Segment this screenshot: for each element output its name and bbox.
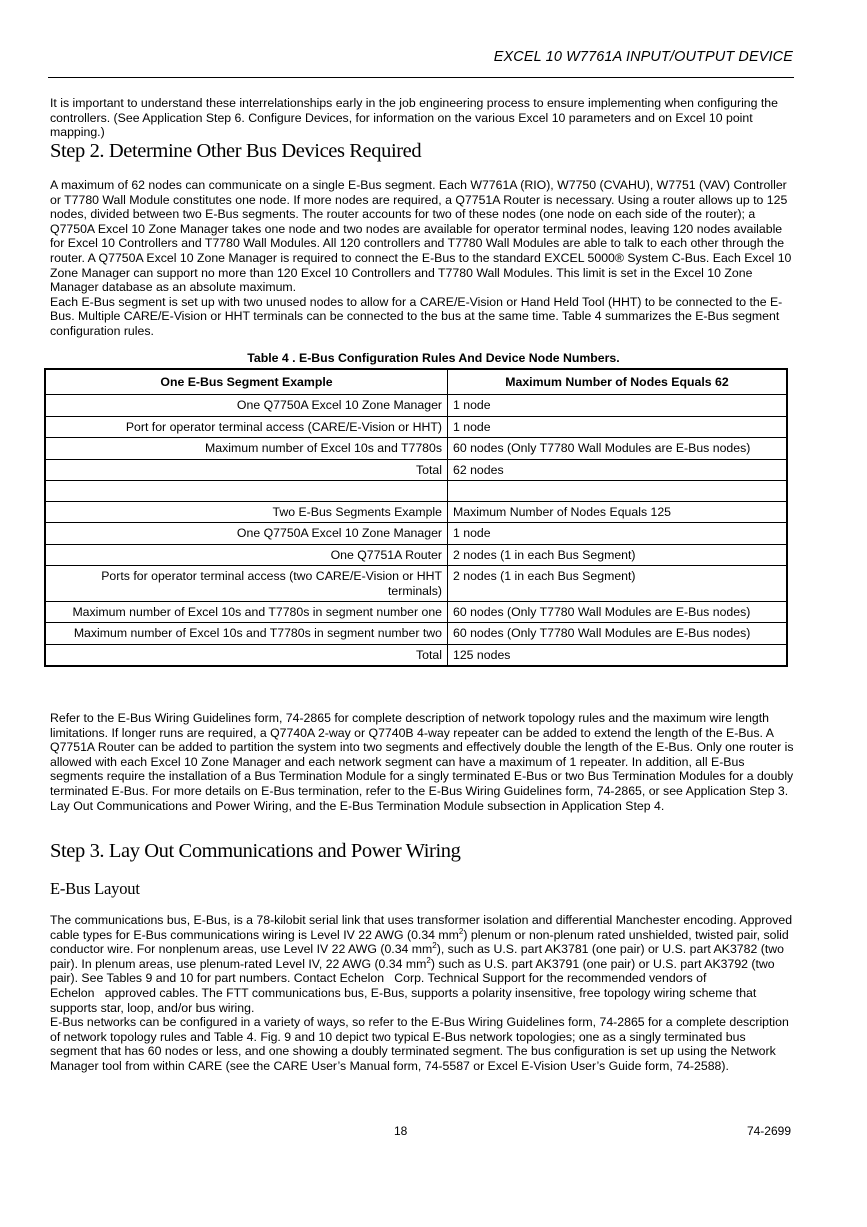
table-cell-value: 1 node	[448, 523, 788, 544]
text-run: ), such as U.S. part AK3781 (one pair) or U.S. part AK3782 (two pair). In plenum areas, use plenum-rated Level IV, 22 AWG (0.34 mm	[50, 942, 784, 971]
table-row	[45, 544, 787, 565]
table-header-cell: One E-Bus Segment Example	[45, 369, 448, 395]
table-cell-label: One Q7751A Router	[45, 544, 448, 565]
table-cell-label: One Q7750A Excel 10 Zone Manager	[45, 395, 448, 416]
text-run: ) plenum or non-plenum rated unshielded, twisted pair, solid conductor wire. For nonplenum areas, use Level IV 22 AWG (0.34 mm	[50, 927, 789, 957]
table-cell-label: Two E-Bus Segments Example	[45, 502, 448, 523]
intro-paragraph	[50, 96, 795, 140]
superscript: 2	[426, 955, 431, 965]
table-cell-value: 60 nodes (Only T7780 Wall Modules are E-Bus nodes)	[448, 602, 788, 623]
table-cell-label: Maximum number of Excel 10s and T7780s in segment number one	[45, 602, 448, 623]
table-cell-label	[45, 481, 448, 502]
table-caption: Table 4 . E-Bus Configuration Rules And Device Node Numbers.	[247, 351, 620, 365]
step3-body	[50, 913, 795, 1074]
table-cell-value: 1 node	[448, 395, 788, 416]
running-header: EXCEL 10 W7761A INPUT/OUTPUT DEVICE	[493, 49, 793, 65]
table-row	[45, 602, 787, 623]
table-cell-label: Ports for operator terminal access (two CARE/E-Vision or HHT terminals)	[45, 566, 448, 602]
step2-paragraph-1: A maximum of 62 nodes can communicate on a single E-Bus segment. Each W7761A (RIO), W7750 (CVAHU), W7751 (VAV) Controller or T7780 Wall Module constitutes one node. If more nodes are required, a Q7751A Router is necessary. Using a router allows up to 125 nodes, divided between two E-Bus segments. The router accounts for two of these nodes (one node on each side of the router); a Q7750A Excel 10 Zone Manager takes one node and two nodes are available for operator terminal nodes, leaving 120 nodes available for Excel 10 Controllers and T7780 Wall Modules. All 120 controllers and T7780 Wall Modules are able to talk to each other through the router. A Q7750A Excel 10 Zone Manager is required to connect the E-Bus to the standard EXCEL 5000® System C-Bus. Each Excel 10 Zone Manager can support no more than 120 Excel 10 Controllers and T7780 Wall Modules. This limit is set in the Excel 10 Zone Manager database as an absolute maximum.	[50, 178, 792, 295]
step3-paragraph-1	[50, 913, 795, 1015]
table-row	[45, 502, 787, 523]
table-cell-value: 1 node	[448, 416, 788, 437]
document-number: 74-2699	[746, 1124, 791, 1138]
table-row	[45, 566, 787, 602]
table-row-spacer	[45, 481, 787, 502]
step2-heading: Step 2. Determine Other Bus Devices Required	[50, 140, 422, 162]
table-cell-value: 60 nodes (Only T7780 Wall Modules are E-Bus nodes)	[448, 438, 788, 459]
table-row	[45, 438, 787, 459]
superscript: 2	[432, 941, 437, 951]
table-cell-label: One Q7750A Excel 10 Zone Manager	[45, 523, 448, 544]
after-table-paragraph	[50, 711, 795, 813]
step3-heading: Step 3. Lay Out Communications and Power Wiring	[50, 840, 461, 862]
ebus-layout-subheading: E-Bus Layout	[50, 879, 140, 898]
table-row	[45, 416, 787, 437]
config-rules-table	[44, 368, 788, 667]
table-row	[45, 623, 787, 644]
text-run: ) such as U.S. part AK3791 (one pair) or U.S. part AK3792 (two pair). See Tables 9 and 10 for part numbers. Contact Echelon Corp. Technical Support for the recommended vendors of Echelon approved cables. The FTT communications bus, E-Bus, supports a polarity insensitive, free topology wiring scheme that supports star, loop, and/or bus wiring.	[50, 956, 775, 1015]
header-rule	[48, 77, 794, 78]
step2-paragraph-2: Each E-Bus segment is set up with two unused nodes to allow for a CARE/E-Vision or Hand Held Tool (HHT) to be connected to the E-Bus. Multiple CARE/E-Vision or HHT terminals can be connected to the bus at the same time. Table 4 summarizes the E-Bus segment configuration rules.	[50, 294, 783, 338]
table-cell-value: 2 nodes (1 in each Bus Segment)	[448, 566, 788, 602]
after-table-text: Refer to the E-Bus Wiring Guidelines form, 74-2865 for complete description of network topology rules and the maximum wire length limitations. If longer runs are required, a Q7740A 2-way or Q7740B 4-way repeater can be added to extend the length of the E-Bus. A Q7751A Router can be added to partition the system into two segments and effectively double the length of the E-Bus. Only one router is allowed with each Excel 10 Zone Manager and each network segment can have a maximum of 1 repeater. In addition, all E-Bus segments require the installation of a Bus Termination Module for a singly terminated E-Bus or two Bus Termination Modules for a doubly terminated E-Bus. For more details on E-Bus termination, refer to the E-Bus Wiring Guidelines form, 74-2865, or see Application Step 3. Lay Out Communications and Power Wiring, and the E-Bus Termination Module subsection in Application Step 4.	[50, 711, 794, 813]
table-cell-value: 62 nodes	[448, 459, 788, 480]
intro-text: It is important to understand these interrelationships early in the job engineering process to ensure implementing when configuring the controllers. (See Application Step 6. Configure Devices, for information on the various Excel 10 parameters and on Excel 10 point mapping.)	[50, 96, 778, 140]
table-cell-value	[448, 481, 788, 502]
table-header-row	[45, 369, 787, 395]
table-cell-value: 60 nodes (Only T7780 Wall Modules are E-Bus nodes)	[448, 623, 788, 644]
table-cell-label: Port for operator terminal access (CARE/E-Vision or HHT)	[45, 416, 448, 437]
table-cell-label: Maximum number of Excel 10s and T7780s in segment number two	[45, 623, 448, 644]
table-row	[45, 523, 787, 544]
table-row	[45, 459, 787, 480]
step3-paragraph-2: E-Bus networks can be configured in a variety of ways, so refer to the E-Bus Wiring Guidelines form, 74-2865 for a complete description of network topology rules and Table 4. Fig. 9 and 10 depict two typical E-Bus network topologies; one as a singly terminated bus segment that has 60 nodes or less, and one showing a doubly terminated segment. The bus configuration is set up using the Network Manager tool from within CARE (see the CARE User’s Manual form, 74-5587 or Excel E-Vision User’s Guide form, 74-2588).	[50, 1015, 789, 1073]
step2-body	[50, 178, 795, 339]
table-row	[45, 644, 787, 666]
table-cell-label: Maximum number of Excel 10s and T7780s	[45, 438, 448, 459]
text-run: The communications bus, E-Bus, is a 78-kilobit serial link that uses transformer isolation and differential Manchester encoding. Approved cable types for E-Bus communications wiring is Level IV 22 AWG (0.34 mm	[50, 913, 793, 942]
page-number: 18	[394, 1124, 408, 1138]
table-cell-value: 125 nodes	[448, 644, 788, 666]
table-cell-label: Total	[45, 644, 448, 666]
table-row	[45, 395, 787, 416]
table-cell-value: Maximum Number of Nodes Equals 125	[448, 502, 788, 523]
table-cell-value: 2 nodes (1 in each Bus Segment)	[448, 544, 788, 565]
table-header-cell: Maximum Number of Nodes Equals 62	[448, 369, 788, 395]
superscript: 2	[458, 926, 464, 936]
table-cell-label: Total	[45, 459, 448, 480]
